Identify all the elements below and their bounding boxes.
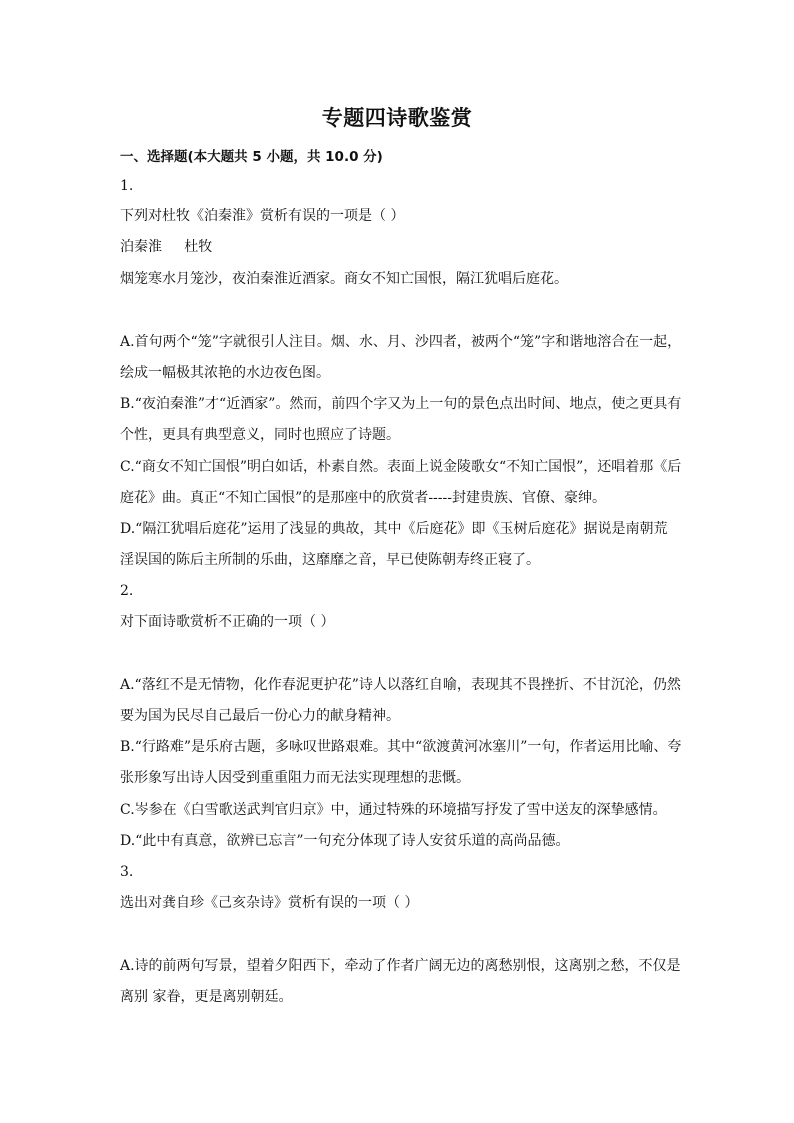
option-a-line-1: A.“落红不是无情物，化作春泥更护花”诗人以落红自喻，表现其不畏挫折、不甘沉沦，仍然: [120, 677, 681, 693]
option-d-line-2: 淫误国的陈后主所制的乐曲，这靡靡之音，早已使陈朝寿终正寝了。: [120, 552, 540, 568]
option-b-line-1: B.“夜泊秦淮”才“近酒家”。然而，前四个字又为上一句的景色点出时间、地点，使之更具有: [120, 396, 682, 412]
option-a-line-2: 绘成一幅极其浓艳的水边夜色图。: [120, 365, 330, 381]
poem-text: 烟笼寒水月笼沙，夜泊秦淮近酒家。商女不知亡国恨，隔江犹唱后庭花。: [120, 271, 568, 287]
question-stem: 下列对杜牧《泊秦淮》赏析有误的一项是（ ）: [120, 208, 405, 224]
option-c-line-1: C.“商女不知亡国恨”明白如话，朴素自然。表面上说金陵歌女“不知亡国恨”，还唱着那《后: [120, 459, 682, 475]
option-a-line-2: 离别 家眷，更是离别朝廷。: [120, 989, 293, 1005]
question-number: 2.: [120, 583, 134, 599]
option-d-line-1: D.“隔江犹唱后庭花”运用了浅显的典故，其中《后庭花》即《玉树后庭花》据说是南朝荒: [120, 521, 668, 537]
option-d-line-1: D.“此中有真意，欲辨已忘言”一句充分体现了诗人安贫乐道的高尚品德。: [120, 833, 570, 849]
page-title: 专题四诗歌鉴赏: [321, 106, 473, 130]
section-heading: 一、选择题(本大题共 5 小题，共 10.0 分): [120, 149, 383, 165]
question-number: 1.: [120, 178, 134, 194]
question-stem: 选出对龚自珍《己亥杂诗》赏析有误的一项（ ）: [120, 895, 419, 911]
question-number: 3.: [120, 864, 134, 880]
option-c-line-1: C.岑参在《白雪歌送武判官归京》中，通过特殊的环境描写抒发了雪中送友的深挚感情。: [120, 802, 667, 818]
option-b-line-2: 张形象写出诗人因受到重重阻力而无法实现理想的悲慨。: [120, 770, 470, 786]
option-a-line-1: A.首句两个“笼”字就很引人注目。烟、水、月、沙四者，被两个“笼”字和谐地溶合在一起，: [120, 334, 682, 350]
poem-title: 泊秦淮 杜牧: [120, 239, 213, 255]
option-b-line-1: B.“行路难”是乐府古题，多咏叹世路艰难。其中“欲渡黄河冰塞川”一句，作者运用比喻、夸: [120, 739, 682, 755]
option-c-line-2: 庭花》曲。真正“不知亡国恨”的是那座中的欣赏者-----封建贵族、官僚、豪绅。: [120, 490, 606, 506]
question-stem: 对下面诗歌赏析不正确的一项（ ）: [120, 614, 335, 630]
option-a-line-1: A.诗的前两句写景，望着夕阳西下，牵动了作者广阔无边的离愁别恨，这离别之愁，不仅是: [120, 958, 681, 974]
option-b-line-2: 个性，更具有典型意义，同时也照应了诗题。: [120, 427, 400, 443]
option-a-line-2: 要为国为民尽自己最后一份心力的献身精神。: [120, 708, 400, 724]
